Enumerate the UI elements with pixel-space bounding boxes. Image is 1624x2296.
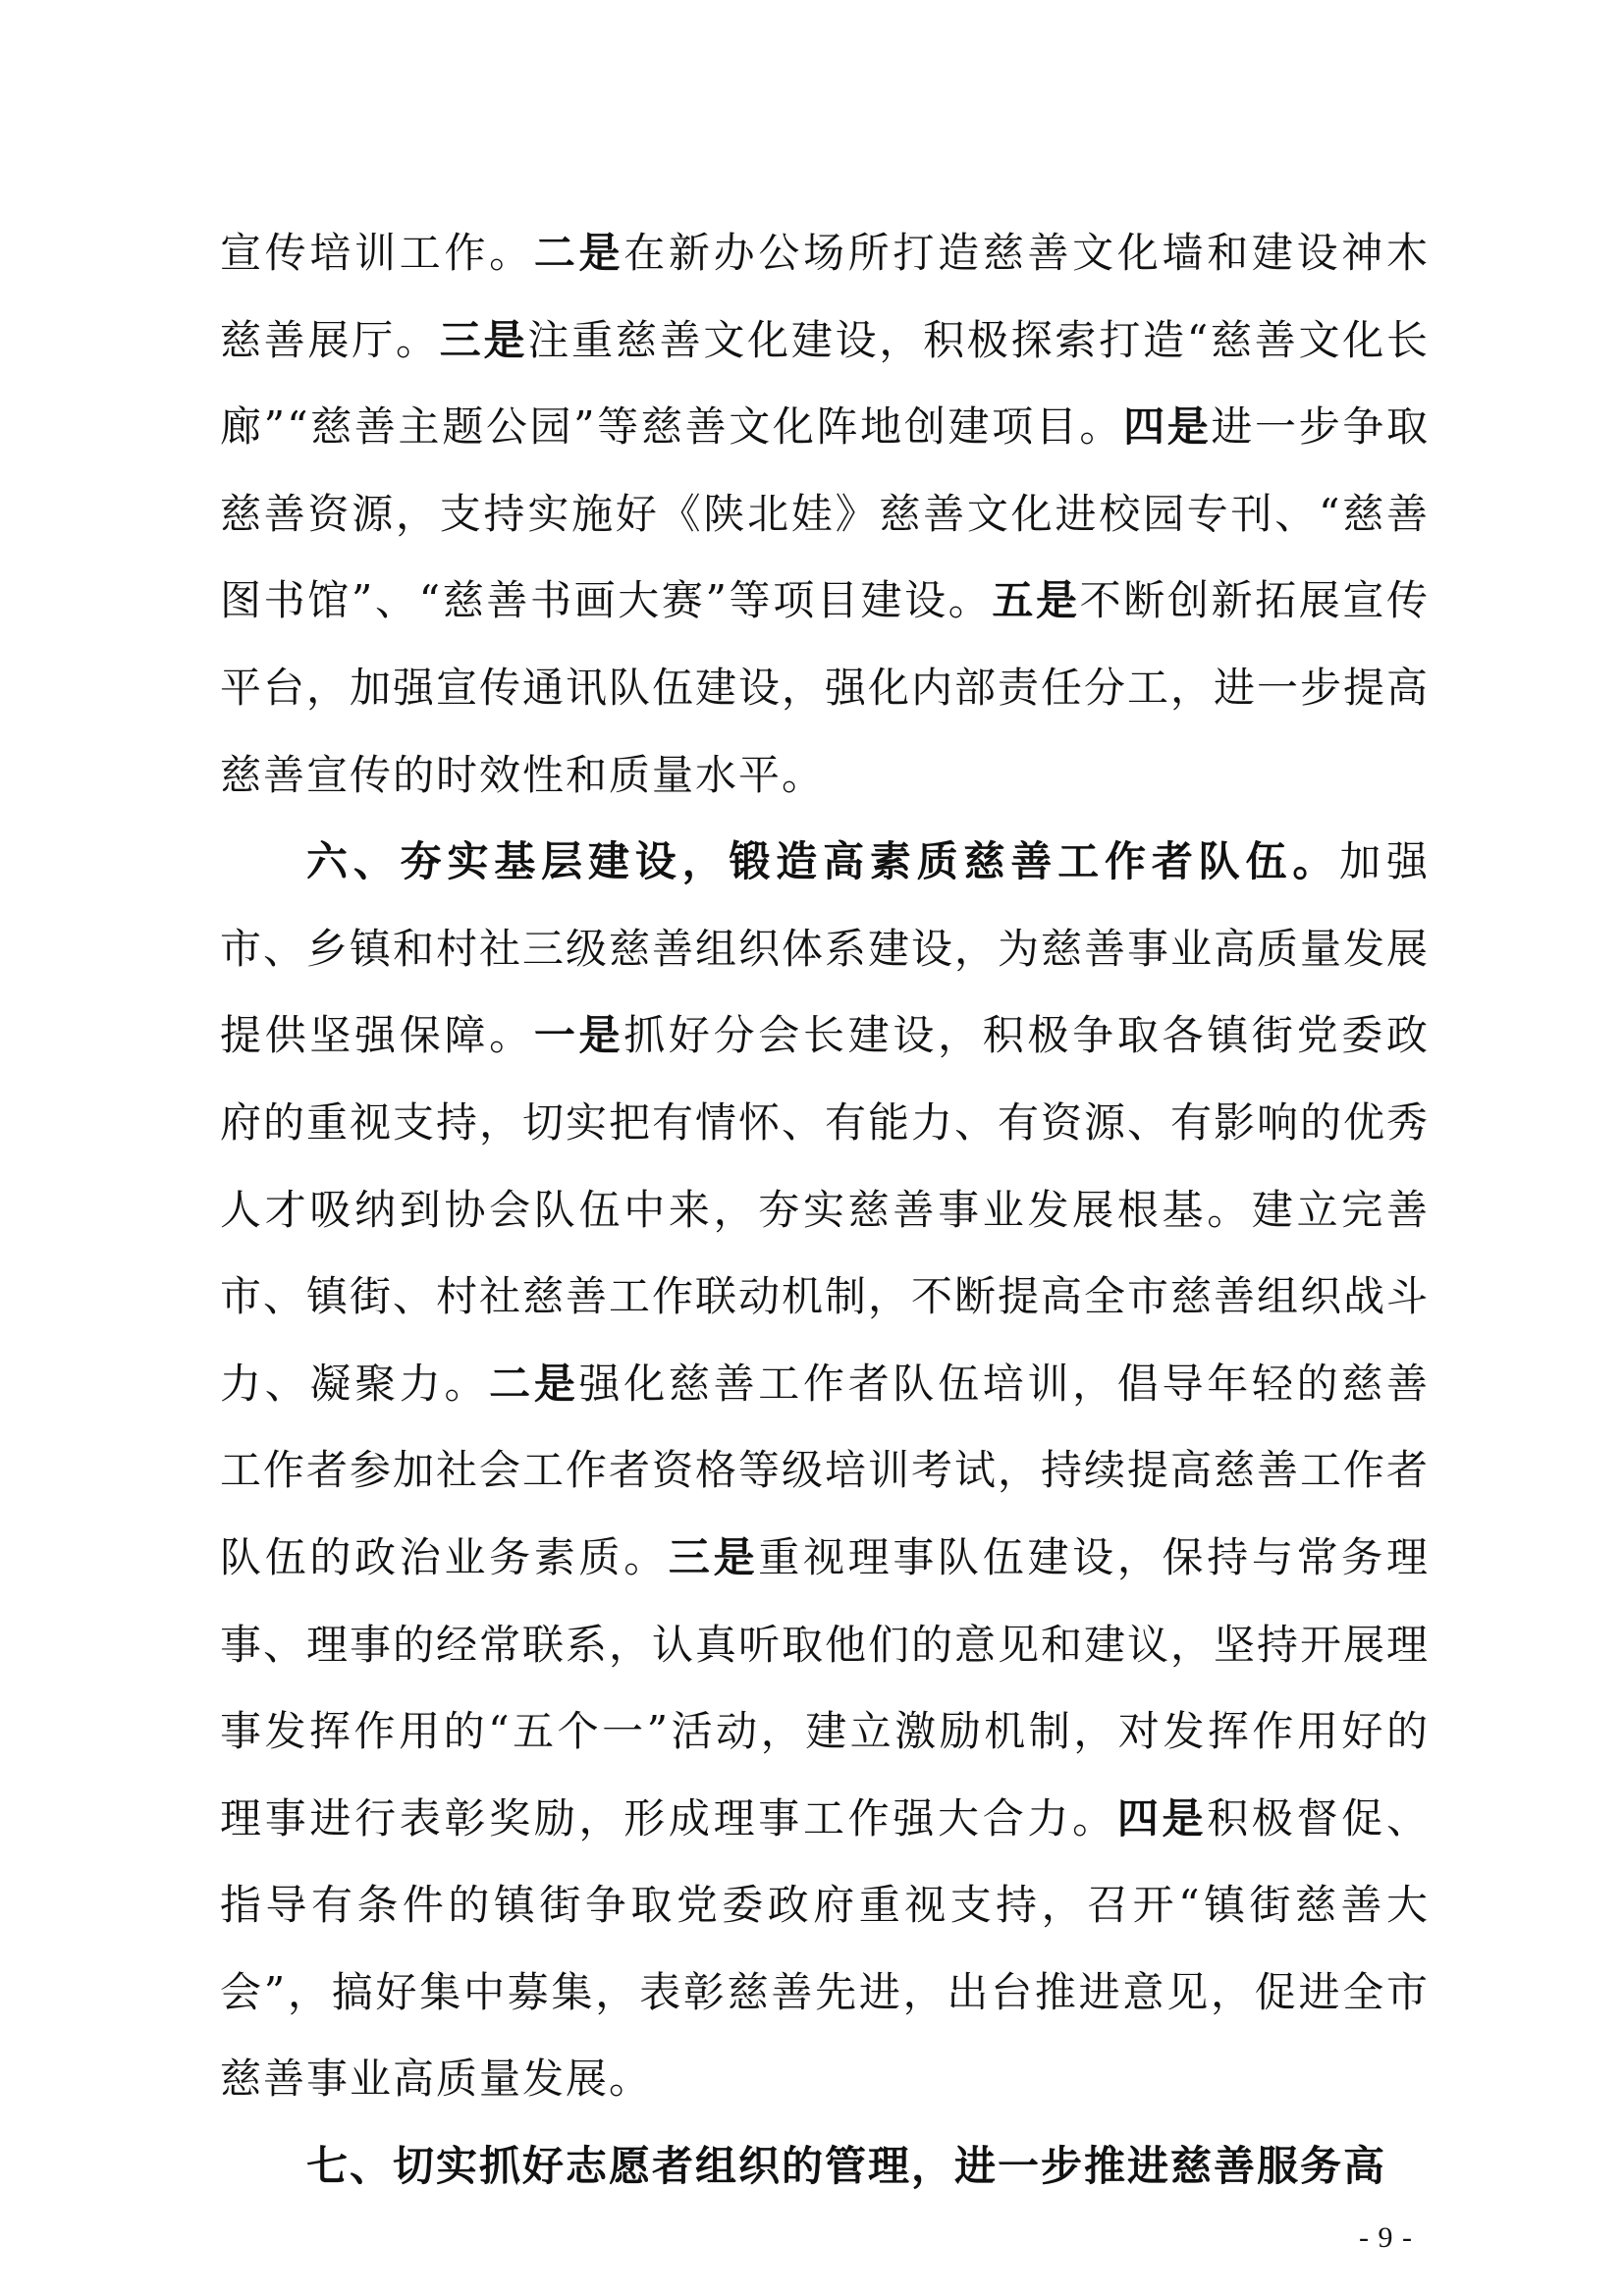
lead-phrase-third: 三是	[439, 315, 528, 364]
section-heading-seven: 七、切实抓好志愿者组织的管理，进一步推进慈善服务高	[306, 2142, 1387, 2191]
lead-phrase-fourth: 四是	[1116, 1793, 1208, 1842]
paragraph-section-seven	[220, 2123, 1430, 2211]
text-segment: 在新办公场所打造慈善文化墙和建设神木慈善展厅。	[220, 229, 1430, 364]
lead-phrase-fourth: 四是	[1123, 402, 1212, 452]
text-segment: 抓好分会长建设，积极争取各镇街党委政府的重视支持，切实把有情怀、有能力、有资源、有影响的优秀人才吸纳到协会队伍中来，夯实慈善事业发展根基。建立完善市、镇街、村社慈善工作联动机制，不断提高全市慈善组织战斗力、凝聚力。	[220, 1011, 1431, 1408]
text-segment: 重视理事队伍建设，保持与常务理事、理事的经常联系，认真听取他们的意见和建议，坚持开展理事发挥作用的“五个一”活动，建立激励机制，对发挥作用好的理事进行表彰奖励，形成理事工作强大合力。	[220, 1532, 1431, 1842]
text-segment: 宣传培训工作。	[220, 229, 534, 277]
paragraph-publicity-work	[220, 210, 1430, 819]
paragraph-section-six	[220, 819, 1430, 2123]
text-segment: 强化慈善工作者队伍培训，倡导年轻的慈善工作者参加社会工作者资格等级培训考试，持续提高慈善工作者队伍的政治业务素质。	[220, 1359, 1431, 1581]
page-number: - 9 -	[1359, 2221, 1413, 2254]
lead-phrase-second: 二是	[533, 229, 624, 277]
text-segment: 加强市、乡镇和村社三级慈善组织体系建设，为慈善事业高质量发展提供坚强保障。	[220, 837, 1431, 1060]
lead-phrase-third: 三是	[668, 1532, 759, 1581]
text-segment: 注重慈善文化建设，积极探索打造“慈善文化长廊”“慈善主题公园”等慈善文化阵地创建项目。	[220, 315, 1430, 452]
document-body	[220, 210, 1430, 2211]
section-heading-six: 六、夯实基层建设，锻造高素质慈善工作者队伍。	[306, 837, 1340, 886]
text-segment: 积极督促、指导有条件的镇街争取党委政府重视支持，召开“镇街慈善大会”，搞好集中募集，表彰慈善先进，出台推进意见，促进全市慈善事业高质量发展。	[220, 1793, 1430, 2104]
lead-phrase-first: 一是	[533, 1011, 624, 1060]
lead-phrase-second: 二是	[489, 1359, 579, 1408]
text-segment: 不断创新拓展宣传平台，加强宣传通讯队伍建设，强化内部责任分工，进一步提高慈善宣传的时效性和质量水平。	[220, 576, 1431, 799]
lead-phrase-fifth: 五是	[992, 576, 1080, 625]
text-segment: 进一步争取慈善资源，支持实施好《陕北娃》慈善文化进校园专刊、“慈善图书馆”、“慈善书画大赛”等项目建设。	[220, 402, 1430, 625]
